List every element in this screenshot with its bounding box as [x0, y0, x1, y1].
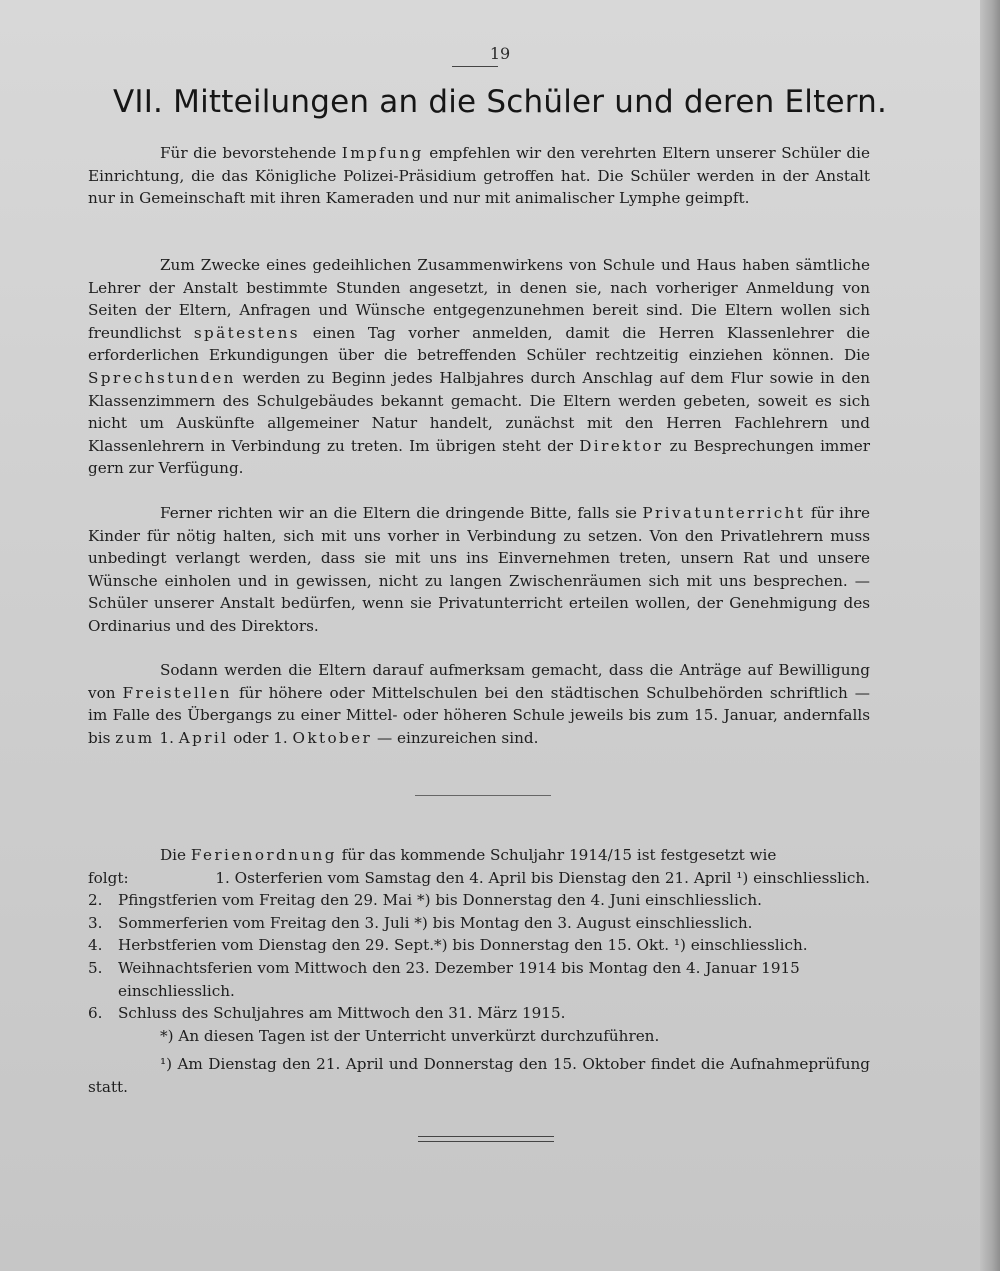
paragraph-privatunterricht — [88, 502, 870, 638]
ferien-list-item — [88, 912, 870, 935]
text-run: Zum Zwecke eines gedeihlichen Zusammenwirkens von Schule und Haus haben sämtliche Lehrer der Anstalt bestimmte Stunden angesetzt, in denen sie, nach vorheriger Anmeldung von Seiten der Eltern, Anfragen und Wünsche entgegenzunehmen bereit sind. Die Eltern wollen sich freundlichst — [88, 256, 870, 342]
emphasized-word: April — [178, 728, 229, 747]
ferien-item-name: Sommerferien — [118, 913, 229, 932]
text-run: für das kommende Schuljahr 1914/15 ist festgesetzt wie — [336, 846, 777, 864]
ferien-item-number: 6. — [88, 1004, 103, 1023]
ferien-list-item — [88, 889, 870, 912]
text-run: oder 1. — [228, 728, 293, 747]
emphasized-word: Freistellen — [122, 683, 232, 702]
ferien-list-item — [88, 1002, 870, 1025]
footnote-star: *) An diesen Tagen ist der Unterricht unverkürzt durchzuführen. — [160, 1026, 660, 1045]
text-run: Ferner richten wir an die Eltern die dringende Bitte, falls sie — [160, 504, 643, 522]
ferien-item-text: vom Samstag den 4. April bis Dienstag den 21. April ¹) einschliesslich. — [327, 868, 870, 887]
page-number-underline — [452, 66, 498, 67]
emphasized-word: Impfung — [341, 144, 424, 162]
ferienordnung-section — [88, 844, 870, 1099]
text-run: 1. — [154, 728, 179, 747]
emphasized-word: Sprechstunden — [88, 368, 236, 387]
paragraph-freistellen — [88, 659, 870, 749]
ferien-item-continuation: einschliesslich. — [118, 981, 235, 1000]
text-run: für ihre Kinder für nötig halten, sich mit uns vorher in Verbindung zu setzen. Von den Privatlehrern muss unbedingt verlangt werden, dass sie mit uns ins Einvernehmen treten, unsern Rat und unsere Wünsche einholen und in gewissen, nicht zu langen Zwischenräumen sich mit uns besprechen. — Schüler unserer Anstalt bedürfen, wenn sie Privatunterricht erteilen wollen, der Genehmigung des Ordinarius und des Direktors. — [88, 504, 870, 635]
paragraph-sprechstunden — [88, 254, 870, 480]
ferien-item-name: Weihnachtsferien — [118, 958, 253, 977]
ferien-list-item — [88, 867, 870, 890]
ferien-list-item — [88, 934, 870, 957]
text-run: Für die bevorstehende — [160, 144, 342, 162]
ferien-item-name: Schluss — [118, 1004, 177, 1023]
ferien-item-text: vom Dienstag den 29. Sept.*) bis Donnerstag den 15. Okt. ¹) einschliesslich. — [221, 936, 808, 955]
section-heading: VII. Mitteilungen an die Schüler und deren Eltern. — [112, 84, 888, 120]
ferien-item-name: Pfingstferien — [118, 891, 218, 910]
emphasized-word: spätestens — [193, 323, 300, 342]
emphasized-word: Privatunterricht — [642, 504, 806, 522]
closing-double-rule — [418, 1136, 554, 1142]
ferien-item-number: 3. — [88, 913, 103, 932]
text-run: zu Besprechungen immer gern zur Verfügung. — [88, 436, 870, 478]
text-run: werden zu Beginn jedes Halbjahres durch Anschlag auf dem Flur sowie in den Klassenzimmern des Schulgebäudes bekannt gemacht. Die Eltern werden gebeten, soweit es sich nicht um Auskünfte allgemeiner Natur handelt, zunächst mit den Herren Fachlehrern und Klassenlehrern in Verbindung zu treten. Im übrigen steht der — [88, 368, 870, 455]
ferien-item-text: vom Mittwoch den 23. Dezember 1914 bis Montag den 4. Januar 1915 — [257, 958, 800, 977]
text-run: einen Tag vorher anmelden, damit die Herren Klassenlehrer die erforderlichen Erkundigungen über die betreffenden Schüler rechtzeitig einziehen können. Die — [88, 323, 870, 365]
emphasized-word: Oktober — [292, 728, 373, 747]
text-run: — einzureichen sind. — [372, 728, 539, 747]
page-edge-shadow — [980, 0, 1000, 1271]
page-number: 19 — [489, 44, 511, 63]
ferien-item-number: 1. — [215, 868, 230, 887]
section-divider — [415, 795, 551, 796]
emphasized-word: zum — [115, 728, 155, 747]
emphasized-word: Ferienordnung — [190, 846, 337, 864]
ferien-item-text: vom Freitag den 3. Juli *) bis Montag den 3. August einschliesslich. — [232, 913, 753, 932]
text-run: für höhere oder Mittelschulen bei den städtischen Schulbehörden schriftlich — im Falle des Übergangs zu einer Mittel- oder höheren Schule jeweils bis zum 15. Januar, andernfalls bis — [88, 683, 870, 747]
text-run: Sodann werden die Eltern darauf aufmerksam gemacht, dass die Anträge auf Bewilligung von — [88, 661, 870, 702]
ferien-item-number: 2. — [88, 891, 103, 910]
ferien-list-item — [88, 957, 870, 980]
ferien-lead: folgt: — [88, 868, 129, 887]
text-run: empfehlen wir den verehrten Eltern unserer Schüler die Einrichtung, die das Königliche Polizei-Präsidium getroffen hat. Die Schüler werden in der Anstalt nur in Gemeinschaft mit ihren Kameraden und nur mit animalischer Lymphe geimpft. — [88, 144, 870, 208]
text-run: Die — [160, 846, 191, 864]
emphasized-word: Direktor — [579, 436, 664, 455]
ferien-item-text: vom Freitag den 29. Mai *) bis Donnerstag den 4. Juni einschliesslich. — [222, 891, 762, 910]
ferien-item-text: des Schuljahres am Mittwoch den 31. März 1915. — [181, 1004, 566, 1023]
ferien-item-name: Osterferien — [234, 868, 323, 887]
ferien-item-name: Herbstferien — [118, 936, 217, 955]
footnote-one: ¹) Am Dienstag den 21. April und Donnerstag den 15. Oktober findet die Aufnahmeprüfung statt. — [88, 1055, 870, 1096]
ferien-item-number: 5. — [88, 958, 103, 977]
paragraph-impfung — [88, 142, 870, 210]
ferien-item-number: 4. — [88, 936, 103, 955]
ferienordnung-intro — [88, 844, 870, 867]
